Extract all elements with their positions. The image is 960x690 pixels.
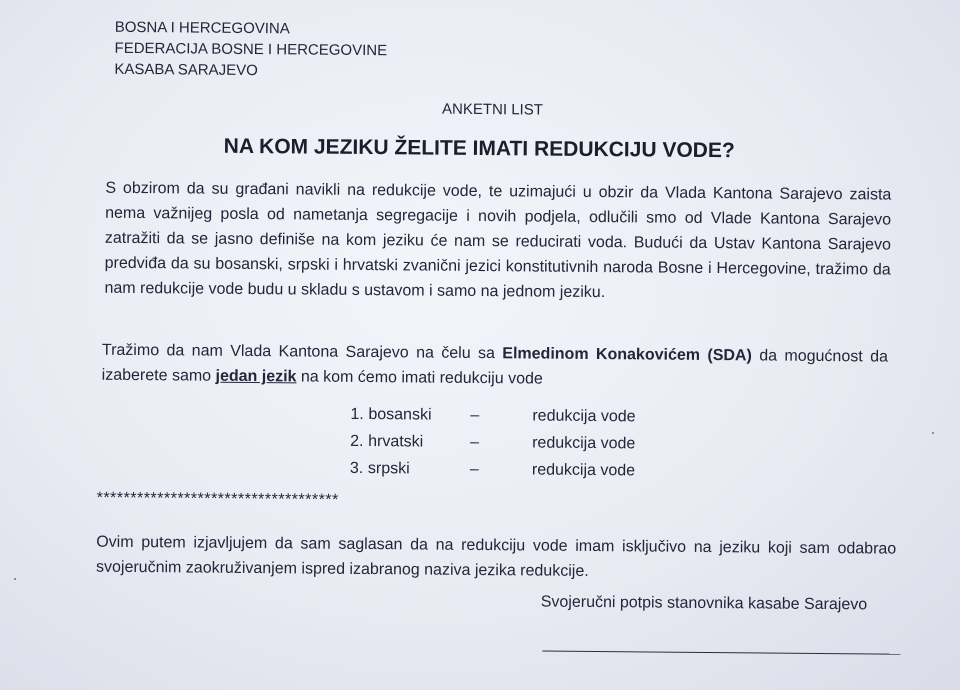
option-value: redukcija vode bbox=[531, 461, 636, 480]
option-number: 2. bbox=[350, 432, 364, 450]
option-language: bosanski bbox=[368, 406, 432, 424]
option-language: srpski bbox=[367, 460, 410, 478]
request-text-start: Tražimo da nam Vlada Kantona Sarajevo na čelu sa bbox=[101, 341, 503, 363]
option-dash: – bbox=[470, 406, 480, 424]
option-number: 3. bbox=[349, 459, 364, 477]
asterisk-separator: ************************************ bbox=[96, 489, 339, 509]
request-text-end: na kom ćemo imati redukciju vode bbox=[296, 368, 543, 388]
list-item bbox=[350, 401, 635, 430]
request-bold-name: Elmedinom Konakovićem (SDA) bbox=[502, 345, 752, 365]
option-dash: – bbox=[469, 460, 479, 478]
request-underlined-phrase: jedan jezik bbox=[215, 367, 297, 386]
document-title: NA KOM JEZIKU ŽELITE IMATI REDUKCIJU VODE? bbox=[223, 134, 735, 163]
signature-line bbox=[542, 651, 900, 655]
option-value: redukcija vode bbox=[532, 407, 636, 426]
paper-speck bbox=[932, 432, 934, 434]
list-item bbox=[350, 455, 635, 484]
letterhead-line-federation: FEDERACIJA BOSNE I HERCEGOVINE bbox=[114, 39, 388, 60]
document-subtitle: ANKETNI LIST bbox=[441, 100, 543, 119]
request-paragraph bbox=[102, 338, 888, 395]
option-dash: – bbox=[470, 433, 480, 451]
request-text-middle: da mogućnost da izaberete samo bbox=[101, 347, 888, 385]
option-value: redukcija vode bbox=[532, 434, 636, 453]
letterhead bbox=[114, 17, 387, 82]
intro-paragraph: S obzirom da su građani navikli na redukcije vode, te uzimajući u obzir da Vlada Kantona Sarajevo zaista nema važnijeg posla od nametanja segregacije i novih podjela, odlučili smo od Vlade Kantona Sarajevo zatražiti da se jasno definiše na kom jeziku će nam se reducirati voda. Budući da Ustav Kantona Sarajevo predviđa da su bosanski, srpski i hrvatski zvanični jezici konstitutivnih naroda Bosne i Hercegovine, tražimo da nam redukcije vode budu u skladu s ustavom i samo na jednom jeziku. bbox=[104, 179, 892, 302]
language-options-list bbox=[350, 401, 636, 484]
paper-speck bbox=[14, 578, 16, 580]
declaration-paragraph: Ovim putem izjavljujem da sam saglasan da na redukciju vode imam isključivo na jeziku koji sam odabrao svojeručnim zaokruživanjem ispred izabranog naziva jezika redukcije. bbox=[95, 533, 897, 580]
list-item bbox=[350, 428, 635, 457]
option-language: hrvatski bbox=[368, 433, 424, 451]
letterhead-line-country: BOSNA I HERCEGOVINA bbox=[114, 18, 290, 38]
option-number: 1. bbox=[350, 405, 364, 423]
signature-label: Svojeručni potpis stanovnika kasabe Sarajevo bbox=[540, 593, 868, 614]
letterhead-line-city: KASABA SARAJEVO bbox=[114, 60, 258, 80]
